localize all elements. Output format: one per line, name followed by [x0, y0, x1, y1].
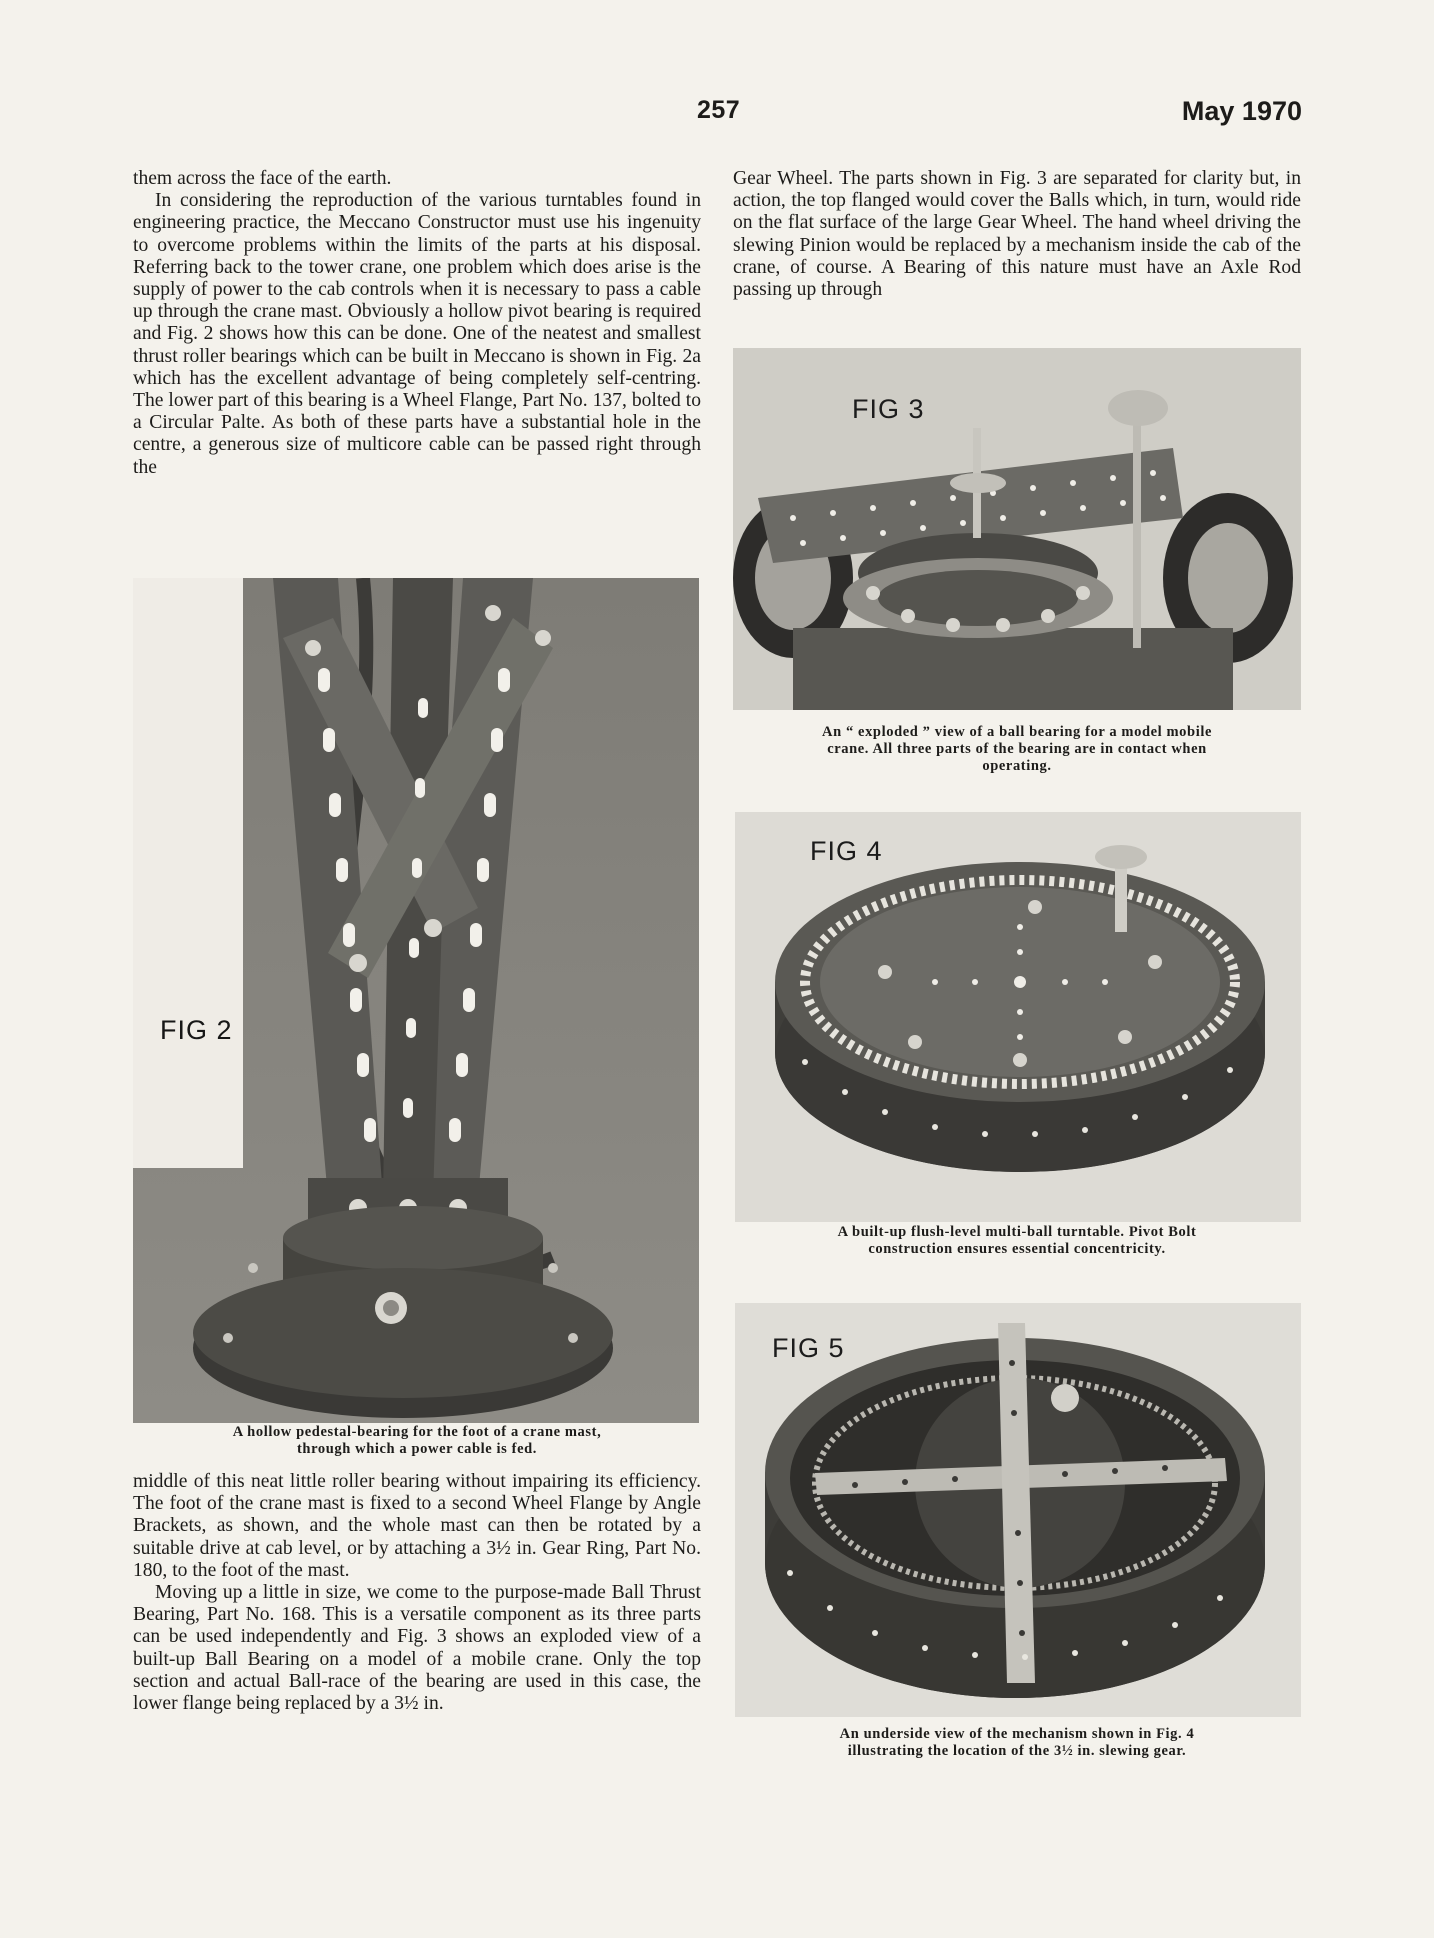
caption-line: A built-up flush-level multi-ball turntable. Pivot Bolt [837, 1224, 1197, 1240]
issue-date: May 1970 [1181, 96, 1302, 126]
fig5-label: FIG 5 [772, 1333, 845, 1363]
crane-mast-illustration [133, 578, 699, 1423]
caption-line: illustrating the location of the 3½ in. slewing gear. [847, 1743, 1187, 1759]
page-number: 257 [697, 96, 741, 124]
fig4-photo [735, 812, 1301, 1222]
caption-line: operating. [982, 758, 1052, 774]
caption-line: An underside view of the mechanism shown in Fig. 4 [839, 1726, 1195, 1742]
fig2-label: FIG 2 [160, 1015, 233, 1045]
caption-line: A hollow pedestal-bearing for the foot of a crane mast, [232, 1424, 602, 1440]
caption-line: An “ exploded ” view of a ball bearing for a model mobile [822, 724, 1212, 740]
paragraph: In considering the reproduction of the various turntables found in engineering practice, the Meccano Constructor must use his ingenuity to overcome problems within the limits of the parts at his disposal. Referring back to the tower crane, one problem which does arise is the supply of power to the cab controls when it is necessary to pass a cable up through the crane mast. Obviously a hollow pivot bearing is required and Fig. 2 shows how this can be done. One of the neatest and smallest thrust roller bearings which can be built in Meccano is shown in Fig. 2a which has the excellent advantage of being completely self-centring. The lower part of this bearing is a Wheel Flange, Part No. 137, bolted to a Circular Palte. As both of these parts have a substantial hole in the centre, a generous size of multicore cable can be passed right through the [133, 190, 701, 478]
fig3-label: FIG 3 [852, 394, 925, 424]
paragraph: middle of this neat little roller bearing without impairing its efficiency. The foot of the crane mast is fixed to a second Wheel Flange by Angle Brackets, as shown, and the whole mast can then be rotated by a suitable drive at cab level, or by attaching a 3½ in. Gear Ring, Part No. 180, to the foot of the mast. [133, 1471, 701, 1581]
paragraph: Moving up a little in size, we come to the purpose-made Ball Thrust Bearing, Part No. 168. This is a versatile component as its three parts can be used independently and Fig. 3 shows an exploded view of a built-up Ball Bearing on a model of a mobile crane. Only the top section and actual Ball-race of the bearing are used in this case, the lower flange being replaced by a 3½ in. [133, 1582, 701, 1715]
mobile-crane-bearing-illustration [733, 348, 1301, 710]
paragraph: Gear Wheel. The parts shown in Fig. 3 are separated for clarity but, in action, the top flanged would cover the Balls which, in turn, would ride on the flat surface of the large Gear Wheel. The hand wheel driving the slewing Pinion would be replaced by a mechanism inside the cab of the crane, of course. A Bearing of this nature must have an Axle Rod passing up through [733, 168, 1301, 301]
caption-line: crane. All three parts of the bearing are in contact when [827, 741, 1207, 757]
left-column-bottom-text [133, 1471, 701, 1715]
caption-line: construction ensures essential concentricity. [868, 1241, 1166, 1257]
fig2-photo [133, 578, 699, 1423]
left-column-top-text [133, 168, 701, 479]
slewing-gear-underside-illustration [735, 1303, 1301, 1717]
multi-ball-turntable-illustration [735, 812, 1301, 1222]
paragraph: them across the face of the earth. [133, 168, 392, 189]
fig4-caption [733, 1224, 1301, 1258]
fig5-caption [733, 1726, 1301, 1760]
right-column-top-text [733, 168, 1301, 301]
fig5-photo [735, 1303, 1301, 1717]
fig3-photo [733, 348, 1301, 710]
caption-line: through which a power cable is fed. [297, 1441, 537, 1457]
fig4-label: FIG 4 [810, 836, 883, 866]
fig2-caption [133, 1424, 701, 1458]
fig3-caption [733, 724, 1301, 775]
